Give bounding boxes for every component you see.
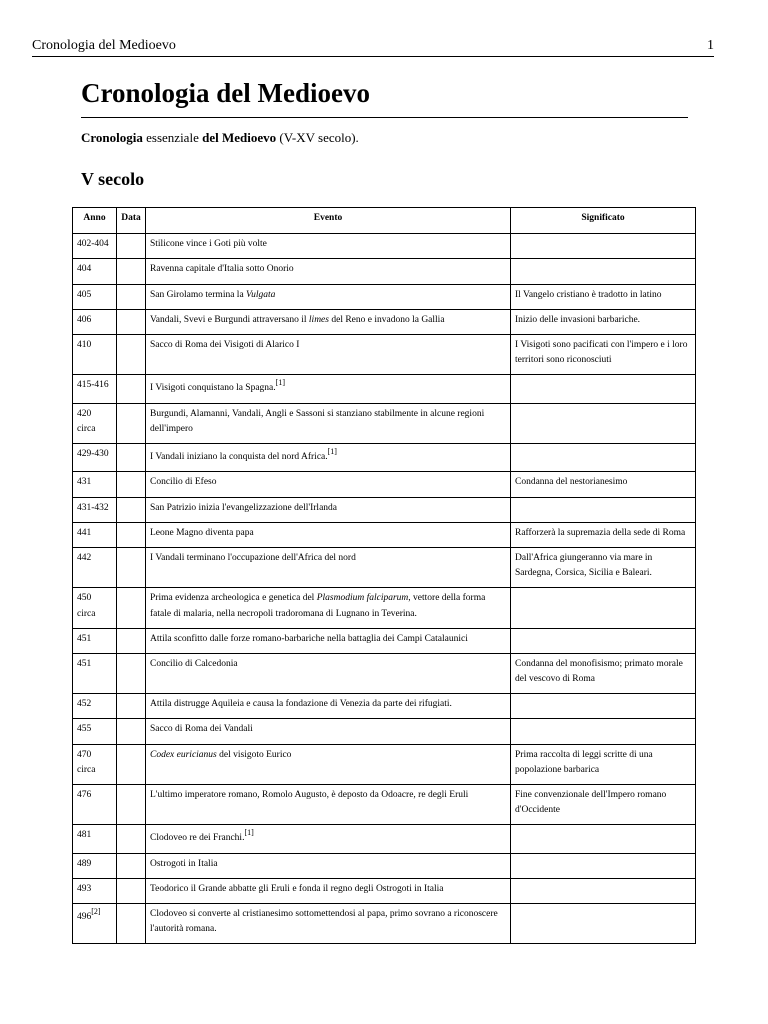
cell-evento: Sacco di Roma dei Vandali (146, 719, 511, 744)
cell-data (117, 375, 146, 403)
cell-evento: Sacco di Roma dei Visigoti di Alarico I (146, 334, 511, 374)
cell-significato (511, 904, 696, 944)
cell-data (117, 853, 146, 878)
cell-evento: Vandali, Svevi e Burgundi attraversano il limes del Reno e invadono la Gallia (146, 309, 511, 334)
cell-significato (511, 628, 696, 653)
cell-significato (511, 853, 696, 878)
cell-significato (511, 234, 696, 259)
cell-anno: 451 (73, 628, 117, 653)
cell-data (117, 825, 146, 853)
cell-data (117, 284, 146, 309)
cell-significato (511, 588, 696, 628)
timeline-body (73, 234, 696, 944)
cell-data (117, 547, 146, 587)
cell-anno: 493 (73, 878, 117, 903)
page-title: Cronologia del Medioevo (81, 78, 688, 118)
cell-data (117, 694, 146, 719)
running-header-title: Cronologia del Medioevo (32, 38, 176, 53)
intro-bold-cronologia: Cronologia (81, 130, 143, 145)
cell-significato: Il Vangelo cristiano è tradotto in latino (511, 284, 696, 309)
table-row (73, 719, 696, 744)
cell-evento: Attila distrugge Aquileia e causa la fondazione di Venezia da parte dei rifugiati. (146, 694, 511, 719)
cell-data (117, 309, 146, 334)
table-row (73, 472, 696, 497)
table-row (73, 375, 696, 403)
cell-data (117, 259, 146, 284)
column-header-anno: Anno (73, 208, 117, 234)
column-header-data: Data (117, 208, 146, 234)
cell-significato: Condanna del monofisismo; primato morale del vescovo di Roma (511, 653, 696, 693)
cell-data (117, 472, 146, 497)
intro-paragraph (81, 130, 359, 146)
cell-anno: 470 circa (73, 744, 117, 784)
cell-anno: 455 (73, 719, 117, 744)
cell-evento: Clodoveo si converte al cristianesimo sottomettendosi al papa, primo sovrano a riconoscere l'autorità romana. (146, 904, 511, 944)
cell-data (117, 522, 146, 547)
cell-evento: Prima evidenza archeologica e genetica del Plasmodium falciparum, vettore della forma fatale di malaria, nella necropoli tradoromana di Lugnano in Teverina. (146, 588, 511, 628)
cell-anno: 441 (73, 522, 117, 547)
cell-evento: Burgundi, Alamanni, Vandali, Angli e Sassoni si stanziano stabilmente in alcune regioni dell'impero (146, 403, 511, 443)
table-row (73, 522, 696, 547)
table-row (73, 878, 696, 903)
cell-evento: I Visigoti conquistano la Spagna.[1] (146, 375, 511, 403)
table-row (73, 259, 696, 284)
table-row (73, 694, 696, 719)
cell-anno: 442 (73, 547, 117, 587)
cell-anno: 415-416 (73, 375, 117, 403)
table-row (73, 744, 696, 784)
table-row (73, 628, 696, 653)
cell-evento: Teodorico il Grande abbatte gli Eruli e fonda il regno degli Ostrogoti in Italia (146, 878, 511, 903)
cell-anno: 410 (73, 334, 117, 374)
table-row (73, 547, 696, 587)
cell-anno: 489 (73, 853, 117, 878)
cell-data (117, 628, 146, 653)
cell-anno: 431 (73, 472, 117, 497)
table-row (73, 309, 696, 334)
cell-significato (511, 825, 696, 853)
cell-significato: Rafforzerà la supremazia della sede di Roma (511, 522, 696, 547)
cell-evento: Codex euricianus del visigoto Eurico (146, 744, 511, 784)
cell-significato: Condanna del nestorianesimo (511, 472, 696, 497)
cell-evento: San Girolamo termina la Vulgata (146, 284, 511, 309)
table-row (73, 588, 696, 628)
cell-data (117, 878, 146, 903)
cell-anno: 476 (73, 785, 117, 825)
cell-data (117, 719, 146, 744)
cell-anno: 404 (73, 259, 117, 284)
cell-evento: Ravenna capitale d'Italia sotto Onorio (146, 259, 511, 284)
cell-data (117, 403, 146, 443)
cell-evento: Attila sconfitto dalle forze romano-barbariche nella battaglia dei Campi Catalaunici (146, 628, 511, 653)
table-row (73, 825, 696, 853)
table-row (73, 497, 696, 522)
cell-data (117, 334, 146, 374)
cell-evento: L'ultimo imperatore romano, Romolo Augusto, è deposto da Odoacre, re degli Eruli (146, 785, 511, 825)
table-row (73, 653, 696, 693)
page-number: 1 (707, 38, 714, 53)
cell-evento: Concilio di Efeso (146, 472, 511, 497)
cell-significato (511, 259, 696, 284)
timeline-table (72, 207, 696, 944)
table-row (73, 234, 696, 259)
intro-text: essenziale (142, 130, 203, 145)
table-row (73, 403, 696, 443)
column-header-significato: Significato (511, 208, 696, 234)
intro-bold-medioevo: del Medioevo (202, 130, 277, 145)
table-row (73, 334, 696, 374)
cell-data (117, 785, 146, 825)
cell-significato (511, 719, 696, 744)
cell-data (117, 653, 146, 693)
cell-anno: 481 (73, 825, 117, 853)
running-header (32, 38, 714, 57)
cell-evento: I Vandali terminano l'occupazione dell'Africa del nord (146, 547, 511, 587)
cell-data (117, 444, 146, 472)
table-row (73, 853, 696, 878)
table-row (73, 785, 696, 825)
cell-significato (511, 444, 696, 472)
cell-significato (511, 497, 696, 522)
table-row (73, 284, 696, 309)
cell-anno: 406 (73, 309, 117, 334)
cell-evento: Stilicone vince i Goti più volte (146, 234, 511, 259)
cell-evento: Leone Magno diventa papa (146, 522, 511, 547)
cell-data (117, 904, 146, 944)
table-header-row (73, 208, 696, 234)
cell-anno: 451 (73, 653, 117, 693)
cell-significato (511, 694, 696, 719)
cell-significato (511, 403, 696, 443)
cell-evento: I Vandali iniziano la conquista del nord Africa.[1] (146, 444, 511, 472)
intro-text-period: (V-XV secolo). (276, 130, 359, 145)
cell-data (117, 744, 146, 784)
cell-significato: Inizio delle invasioni barbariche. (511, 309, 696, 334)
cell-significato: Dall'Africa giungeranno via mare in Sardegna, Corsica, Sicilia e Baleari. (511, 547, 696, 587)
cell-evento: Ostrogoti in Italia (146, 853, 511, 878)
column-header-evento: Evento (146, 208, 511, 234)
cell-anno: 431-432 (73, 497, 117, 522)
cell-data (117, 588, 146, 628)
cell-data (117, 497, 146, 522)
cell-anno: 496[2] (73, 904, 117, 944)
cell-anno: 402-404 (73, 234, 117, 259)
cell-significato: I Visigoti sono pacificati con l'impero e i loro territori sono riconosciuti (511, 334, 696, 374)
table-row (73, 904, 696, 944)
cell-anno: 452 (73, 694, 117, 719)
cell-anno: 450 circa (73, 588, 117, 628)
cell-significato (511, 878, 696, 903)
cell-evento: Clodoveo re dei Franchi.[1] (146, 825, 511, 853)
table-row (73, 444, 696, 472)
cell-evento: Concilio di Calcedonia (146, 653, 511, 693)
cell-significato (511, 375, 696, 403)
cell-anno: 420 circa (73, 403, 117, 443)
cell-significato: Fine convenzionale dell'Impero romano d'Occidente (511, 785, 696, 825)
cell-anno: 429-430 (73, 444, 117, 472)
cell-evento: San Patrizio inizia l'evangelizzazione dell'Irlanda (146, 497, 511, 522)
cell-anno: 405 (73, 284, 117, 309)
section-heading: V secolo (81, 169, 145, 189)
cell-data (117, 234, 146, 259)
cell-significato: Prima raccolta di leggi scritte di una popolazione barbarica (511, 744, 696, 784)
